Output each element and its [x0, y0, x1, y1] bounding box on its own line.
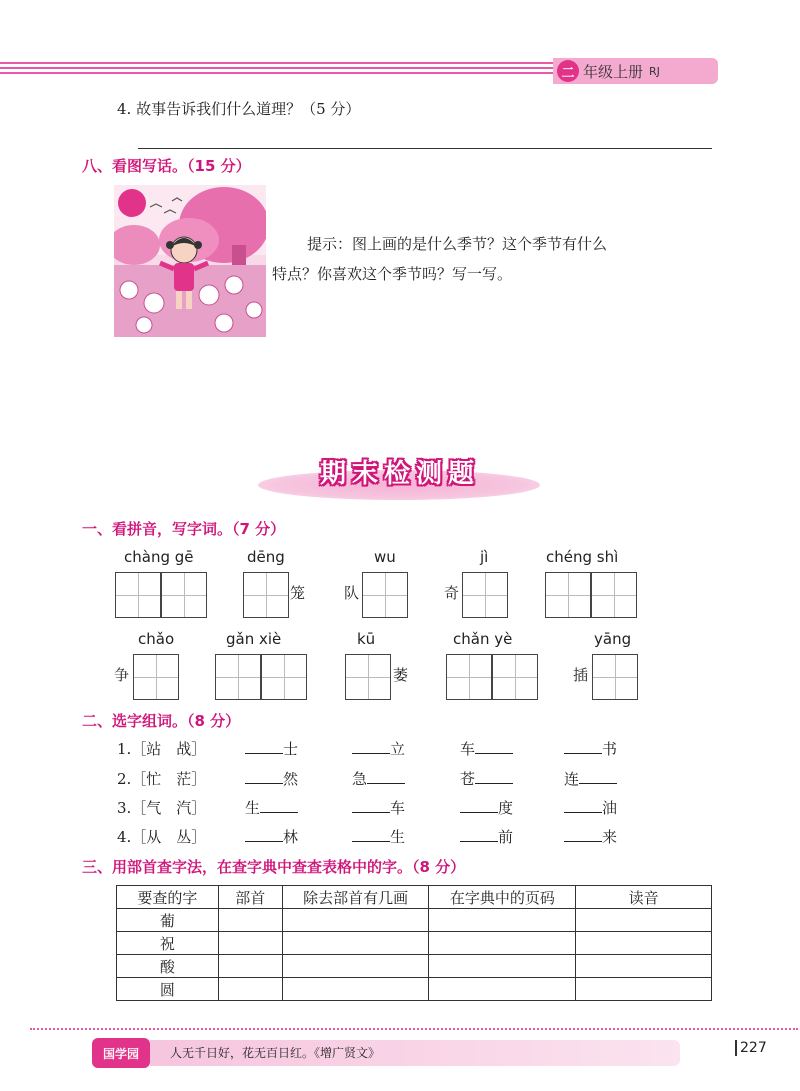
answer-cell[interactable] [429, 978, 576, 1001]
phrase-item[interactable] [352, 826, 405, 847]
answer-cell[interactable] [576, 955, 712, 978]
phrase-char: 度 [498, 799, 514, 817]
answer-cell[interactable] [282, 955, 429, 978]
phrase-char: 来 [602, 828, 618, 846]
write-box[interactable] [345, 654, 391, 700]
write-box[interactable] [243, 572, 289, 618]
guoxueyuan-logo: 国学园 [92, 1038, 150, 1068]
answer-cell[interactable] [429, 955, 576, 978]
footer-proverb: 人无千日好，花无百日红。《增广贤文》 [170, 1046, 381, 1060]
pinyin: gǎn xiè [226, 630, 282, 648]
answer-cell[interactable] [218, 978, 282, 1001]
write-box[interactable] [592, 654, 638, 700]
write-box[interactable] [492, 654, 538, 700]
write-box[interactable] [215, 654, 261, 700]
row-label: 3.［气 汽］ [117, 799, 207, 817]
write-box[interactable] [115, 572, 161, 618]
page-number: 227 [735, 1040, 767, 1056]
hint-line-2: 特点？你喜欢这个季节吗？写一写。 [272, 265, 513, 283]
given-char: 奇 [444, 584, 460, 602]
part-1-title: 一、看拼音，写字词。（7 分） [82, 520, 286, 538]
table-row [117, 955, 712, 978]
answer-cell[interactable] [282, 978, 429, 1001]
phrase-item[interactable] [564, 797, 617, 818]
answer-line[interactable] [138, 148, 712, 149]
answer-cell[interactable] [429, 932, 576, 955]
given-char: 争 [114, 666, 130, 684]
phrase-item[interactable] [245, 826, 298, 847]
pinyin: jì [480, 548, 489, 566]
answer-cell[interactable] [429, 909, 576, 932]
answer-cell[interactable] [218, 932, 282, 955]
phrase-char: 生 [390, 828, 406, 846]
phrase-item[interactable] [460, 768, 513, 789]
phrase-item[interactable] [460, 797, 513, 818]
phrase-char: 油 [602, 799, 618, 817]
col-header: 在字典中的页码 [429, 886, 576, 909]
section-8-title: 八、看图写话。（15 分） [82, 157, 251, 175]
lookup-char: 圆 [117, 978, 219, 1001]
pinyin: chǎn yè [453, 630, 513, 648]
phrase-item[interactable] [564, 768, 617, 789]
phrase-char: 士 [283, 740, 299, 758]
lookup-table [116, 885, 712, 1001]
col-header: 读音 [576, 886, 712, 909]
col-header: 要查的字 [117, 886, 219, 909]
row-label: 1.［站 战］ [117, 740, 207, 758]
pinyin: chǎo [138, 630, 175, 648]
write-box[interactable] [591, 572, 637, 618]
phrase-char: 连 [564, 770, 580, 788]
write-box[interactable] [446, 654, 492, 700]
given-char: 队 [344, 584, 360, 602]
phrase-item[interactable] [245, 797, 298, 818]
given-char: 萎 [393, 666, 409, 684]
answer-cell[interactable] [576, 909, 712, 932]
footer-divider [30, 1028, 798, 1030]
given-char: 笼 [290, 584, 306, 602]
answer-cell[interactable] [218, 909, 282, 932]
col-header: 除去部首有几画 [282, 886, 429, 909]
table-row [117, 909, 712, 932]
header-rule [0, 62, 560, 76]
grade-tab [553, 58, 718, 84]
table-row [117, 932, 712, 955]
phrase-char: 前 [498, 828, 514, 846]
given-char: 插 [573, 666, 589, 684]
phrase-item[interactable] [460, 826, 513, 847]
write-box[interactable] [362, 572, 408, 618]
phrase-char: 生 [245, 799, 261, 817]
part-3-title: 三、用部首查字法，在查字典中查查表格中的字。（8 分） [82, 858, 466, 876]
edition-label: RJ [649, 64, 660, 78]
phrase-char: 林 [283, 828, 299, 846]
lookup-char: 葡 [117, 909, 219, 932]
phrase-item[interactable] [352, 768, 405, 789]
phrase-item[interactable] [564, 738, 617, 759]
table-header-row [117, 886, 712, 909]
exam-title: 期末检测题 [319, 459, 480, 489]
phrase-item[interactable] [352, 738, 405, 759]
pinyin: kū [357, 630, 376, 648]
phrase-item[interactable] [245, 738, 298, 759]
write-box[interactable] [462, 572, 508, 618]
phrase-char: 然 [283, 770, 299, 788]
pinyin: yāng [594, 630, 632, 648]
hint-line-1: 提示：图上画的是什么季节？这个季节有什么 [307, 235, 608, 253]
phrase-char: 急 [352, 770, 368, 788]
answer-cell[interactable] [282, 909, 429, 932]
phrase-item[interactable] [352, 797, 405, 818]
phrase-item[interactable] [460, 738, 513, 759]
phrase-char: 立 [390, 740, 406, 758]
write-box[interactable] [545, 572, 591, 618]
phrase-item[interactable] [564, 826, 617, 847]
phrase-char: 苍 [460, 770, 476, 788]
question-4: 4. 故事告诉我们什么道理？（5 分） [117, 100, 361, 118]
write-box[interactable] [133, 654, 179, 700]
lookup-char: 酸 [117, 955, 219, 978]
answer-cell[interactable] [282, 932, 429, 955]
row-label: 4.［从 丛］ [117, 828, 207, 846]
pinyin: wu [374, 548, 396, 566]
grade-label: 年级上册 [583, 62, 644, 81]
answer-cell[interactable] [576, 932, 712, 955]
row-label: 2.［忙 茫］ [117, 770, 207, 788]
phrase-char: 书 [602, 740, 618, 758]
part-2-title: 二、选字组词。（8 分） [82, 712, 241, 730]
lookup-char: 祝 [117, 932, 219, 955]
pinyin: dēng [247, 548, 285, 566]
grade-badge: 二 [557, 60, 579, 82]
picture-autumn-girl [114, 185, 266, 337]
answer-cell[interactable] [218, 955, 282, 978]
phrase-item[interactable] [245, 768, 298, 789]
pinyin: chàng gē [124, 548, 194, 566]
write-box[interactable] [261, 654, 307, 700]
pinyin: chéng shì [546, 548, 619, 566]
table-row [117, 978, 712, 1001]
col-header: 部首 [218, 886, 282, 909]
phrase-char: 车 [390, 799, 406, 817]
answer-cell[interactable] [576, 978, 712, 1001]
phrase-char: 车 [460, 740, 476, 758]
write-box[interactable] [161, 572, 207, 618]
